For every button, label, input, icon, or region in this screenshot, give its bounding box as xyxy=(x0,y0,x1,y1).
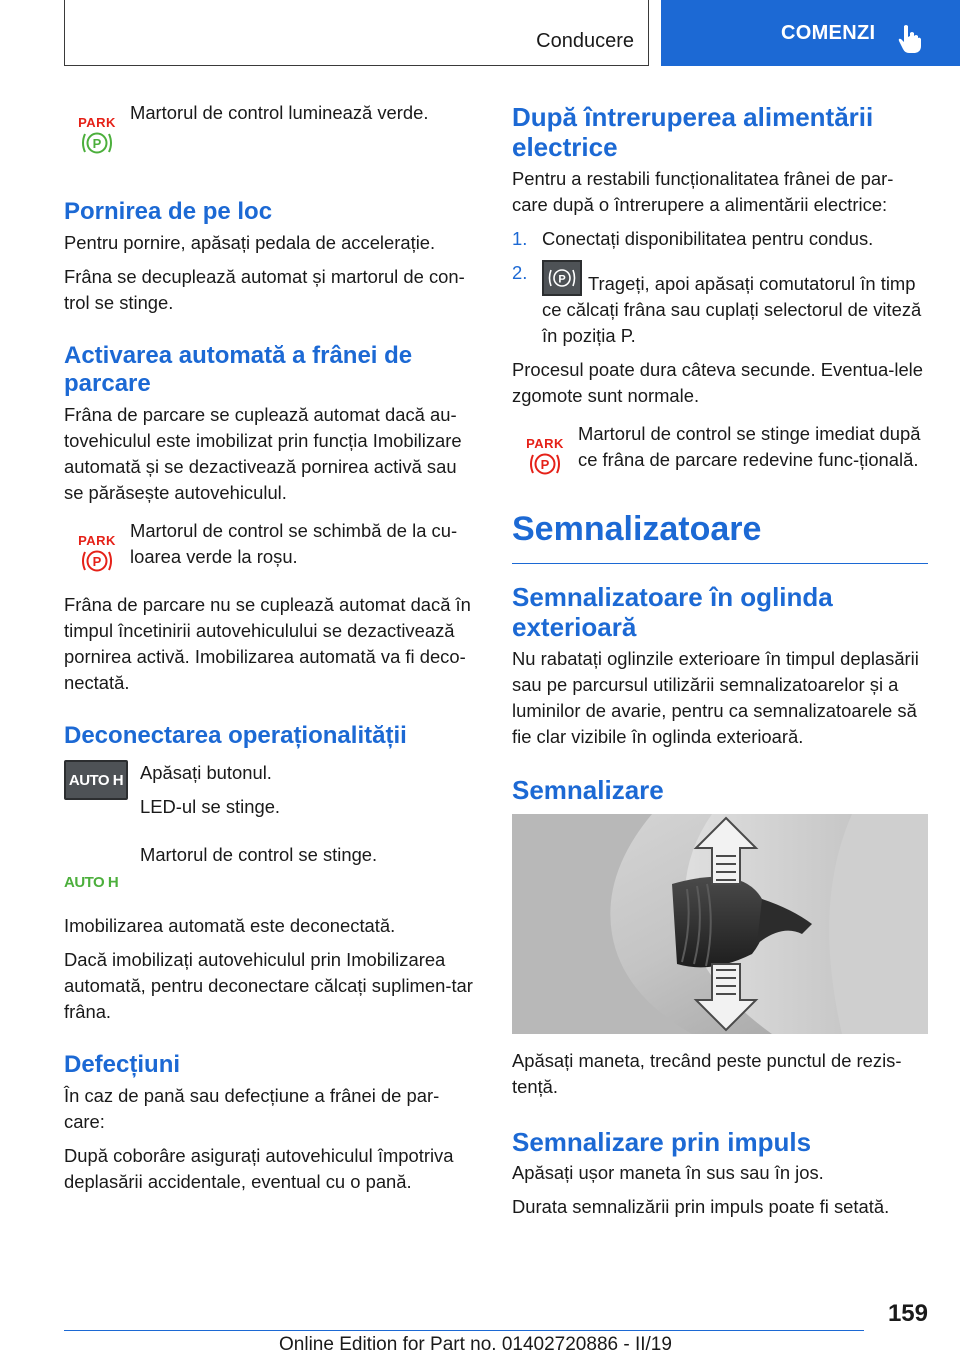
off-text-3: Imobilizarea automată este deconectată. xyxy=(64,915,396,936)
off-text-4: Dacă imobilizați autovehiculul prin Imobilizarea automată, pentru deconectare călcați suplimen‐tar frâna. xyxy=(64,949,473,1022)
park-brake-lamp-red-icon: PARK P xyxy=(526,436,564,472)
turn-signal-lever-image xyxy=(512,814,928,1034)
autoh-lamp-icon: AUTO H xyxy=(64,874,119,891)
park-lamp-row-green xyxy=(64,100,480,156)
header-section-title: Conducere xyxy=(536,30,634,52)
autoh-lamp-row xyxy=(64,842,480,891)
right-column xyxy=(512,100,928,1228)
power-lamp-text: Martorul de control se stinge imediat după ce frâna de parcare redevine func‐țională. xyxy=(578,423,921,470)
heading-signal: Semnalizare xyxy=(512,775,664,805)
footer-divider xyxy=(64,1330,864,1331)
signal-text: Apăsați maneta, trecând peste punctul de rezis‐tență. xyxy=(512,1050,902,1097)
autoh-button-row xyxy=(64,760,480,828)
fault-text-1: În caz de pană sau defecțiune a frânei de par‐care: xyxy=(64,1085,440,1132)
mirror-text: Nu rabatați oglinzile exterioare în timpul deplasării sau pe parcursul utilizării semnalizatoarelor și a luminilor de avarie, pentru ca semnalizatoarele să fie clar vizibile în oglinda exterioară. xyxy=(512,648,919,747)
svg-text:P: P xyxy=(558,273,566,286)
heading-mirror-signals: Semnalizatoare în oglinda exterioară xyxy=(512,582,833,642)
svg-text:P: P xyxy=(92,136,102,151)
auto-text-1: Frâna de parcare se cuplează automat dacă au‐tovehiculul este imobilizat prin funcția Imobilizare automată și se dezactivează pornirea activă sau se părăsește autovehiculul. xyxy=(64,404,462,503)
header-tab-label: COMENZI xyxy=(781,21,876,44)
lamp-green-text: Martorul de control luminează verde. xyxy=(130,102,429,123)
park-lamp-row-red-2 xyxy=(512,421,928,481)
power-steps xyxy=(512,226,928,349)
off-text-1: Apăsați butonul. xyxy=(140,762,272,783)
hand-pointer-icon xyxy=(897,24,923,54)
svg-text:P: P xyxy=(92,554,102,569)
power-text-1: Pentru a restabili funcționalitatea frânei de par‐care după o întrerupere a alimentării electrice: xyxy=(512,168,894,215)
park-lamp-row-red xyxy=(64,518,480,578)
start-text-2: Frâna se decuplează automat și martorul de con‐trol se stinge. xyxy=(64,266,465,313)
heading-start: Pornirea de pe loc xyxy=(64,198,273,225)
lamp-red-text: Martorul de control se schimbă de la cu‐loarea verde la roșu. xyxy=(130,520,458,567)
start-text-1: Pentru pornire, apăsați pedala de accelerație. xyxy=(64,232,436,253)
header-section-box xyxy=(64,0,649,66)
left-column xyxy=(64,100,480,1203)
list-item: 1. Conectați disponibilitatea pentru condus. xyxy=(512,228,874,249)
park-brake-lamp-red-icon: PARK P xyxy=(78,533,116,569)
impulse-text-1: Apăsați ușor maneta în sus sau în jos. xyxy=(512,1162,824,1183)
auto-text-2: Frâna de parcare nu se cuplează automat dacă în timpul încetinirii autovehiculului se dezactivează pornirea activă. Imobilizarea automată va fi deco‐nectată. xyxy=(64,594,471,693)
svg-text:P: P xyxy=(540,457,550,472)
off-lamp-text: Martorul de control se stinge. xyxy=(140,844,378,865)
autoh-button-icon: AUTO H xyxy=(64,760,128,800)
parking-brake-switch-icon xyxy=(542,260,582,296)
footer-edition: Online Edition for Part no. 01402720886 - II/19 xyxy=(279,1334,672,1355)
off-text-2: LED-ul se stinge. xyxy=(140,796,281,817)
heading-power-loss: După întreruperea alimentării electrice xyxy=(512,102,874,162)
list-item: 2. P Trageți, apoi apăsați comutatorul în timp ce călcați frâna sau cuplați selectorul de viteză în poziția P. xyxy=(512,262,922,346)
heading-faults: Defecțiuni xyxy=(64,1051,181,1078)
impulse-text-2: Durata semnalizării prin impuls poate fi setată. xyxy=(512,1196,890,1217)
page-number: 159 xyxy=(887,1300,928,1327)
power-text-2: Procesul poate dura câteva secunde. Eventua‐lele zgomote sunt normale. xyxy=(512,359,923,406)
fault-text-2: După coborâre asigurați autovehiculul împotriva deplasării accidentale, eventual cu o pană. xyxy=(64,1145,454,1192)
heading-turn-signals: Semnalizatoare xyxy=(512,509,928,564)
park-brake-lamp-green-icon: PARK P xyxy=(78,115,116,151)
heading-auto-park: Activarea automată a frânei de parcare xyxy=(64,342,413,397)
heading-impulse-signal: Semnalizare prin impuls xyxy=(512,1127,812,1157)
heading-deactivate: Deconectarea operaționalității xyxy=(64,722,407,749)
